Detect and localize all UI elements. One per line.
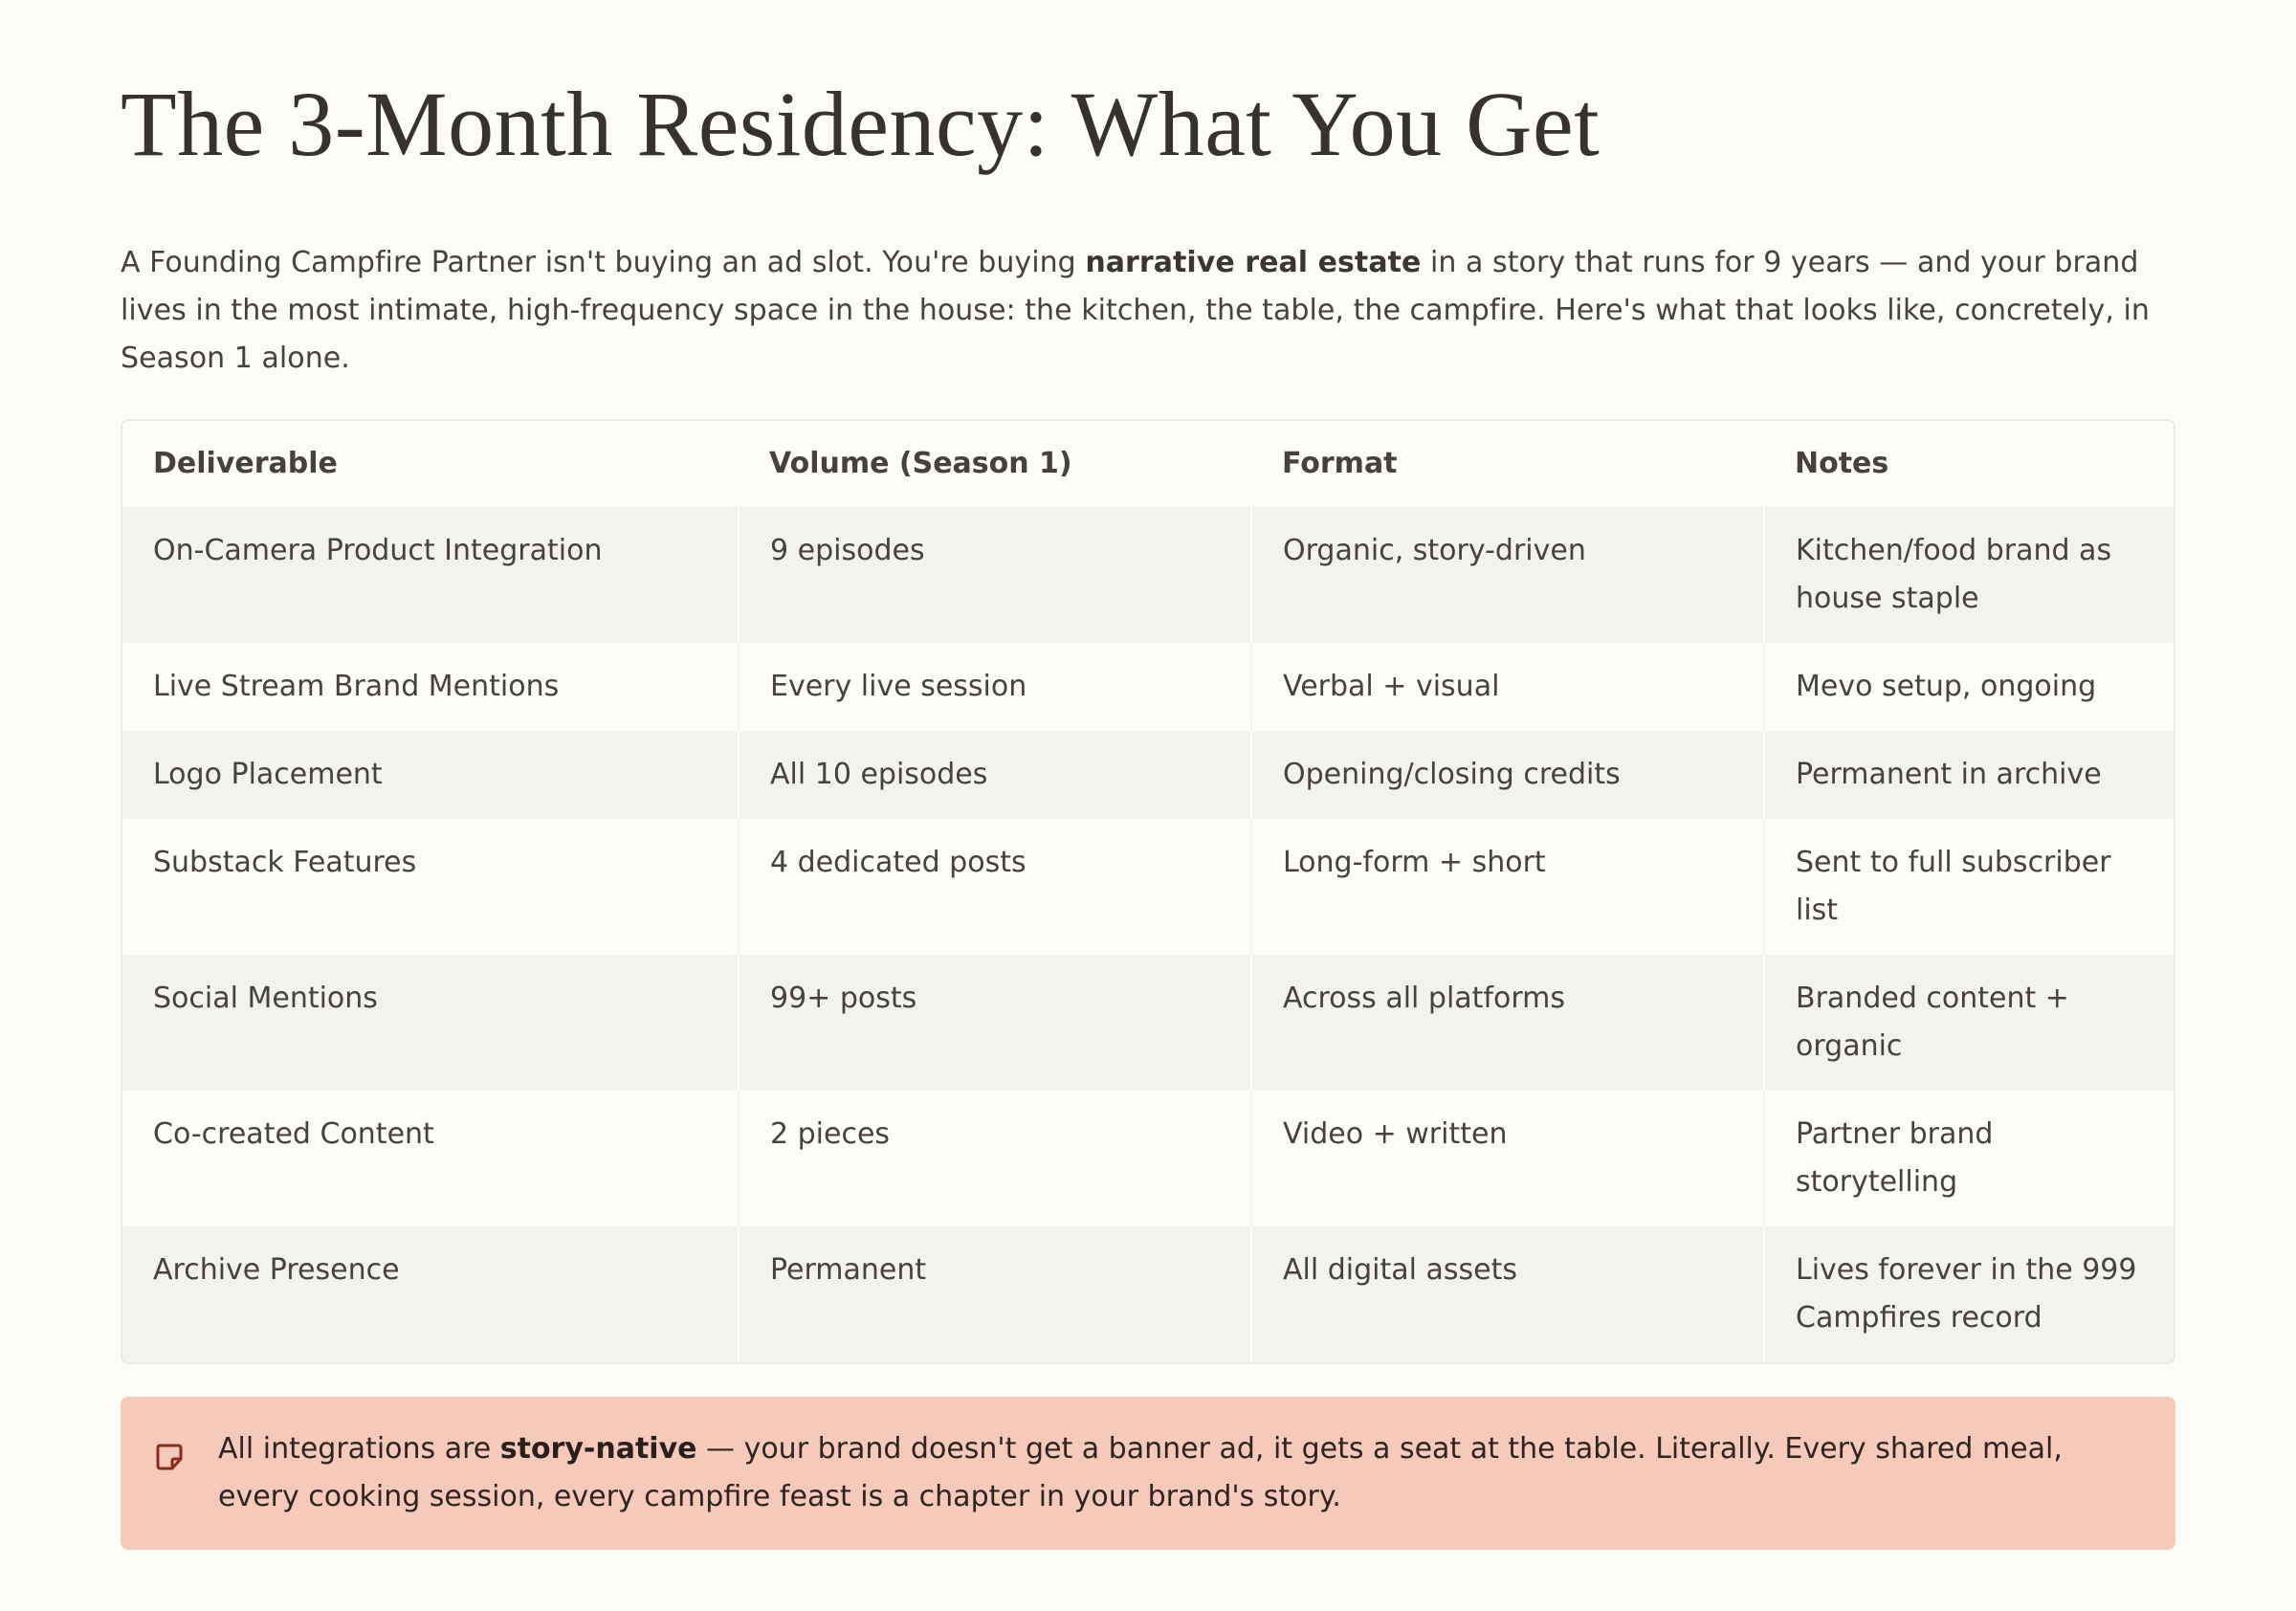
volume-cell: 9 episodes: [739, 507, 1251, 643]
deliverable-cell: Logo Placement: [122, 731, 739, 819]
column-header-deliverable: Deliverable: [122, 421, 739, 507]
deliverable-cell: Archive Presence: [122, 1226, 739, 1362]
volume-cell: 4 dedicated posts: [739, 819, 1251, 955]
table-row: [122, 731, 2174, 819]
table-row: [122, 955, 2174, 1091]
notes-cell: Mevo setup, ongoing: [1764, 643, 2174, 731]
notes-cell: Branded content + organic: [1764, 955, 2174, 1091]
column-header-format: Format: [1251, 421, 1764, 507]
intro-emphasis: narrative real estate: [1085, 246, 1422, 279]
deliverable-cell: Live Stream Brand Mentions: [122, 643, 739, 731]
format-cell: Long-form + short: [1251, 819, 1764, 955]
column-header-volume: Volume (Season 1): [739, 421, 1251, 507]
page-title: The 3-Month Residency: What You Get: [121, 73, 1601, 175]
intro-text-end: in a story that runs for 9 years — and your brand lives in the most intimate, high-frequency space in the house: the kitchen, the table, the campfire. Here's what that looks like, concretely, in Season 1 alone.: [121, 246, 2150, 375]
callout-text-start: All integrations are: [218, 1432, 500, 1466]
column-header-notes: Notes: [1764, 421, 2174, 507]
format-cell: All digital assets: [1251, 1226, 1764, 1362]
deliverable-cell: On-Camera Product Integration: [122, 507, 739, 643]
volume-cell: 99+ posts: [739, 955, 1251, 1091]
format-cell: Across all platforms: [1251, 955, 1764, 1091]
note-icon: [155, 1439, 184, 1468]
table-row: [122, 1226, 2174, 1362]
volume-cell: 2 pieces: [739, 1091, 1251, 1226]
volume-cell: Permanent: [739, 1226, 1251, 1362]
volume-cell: Every live session: [739, 643, 1251, 731]
notes-cell: Sent to full subscriber list: [1764, 819, 2174, 955]
table-header-row: [122, 421, 2174, 507]
callout-box: [121, 1397, 2175, 1550]
table-row: [122, 1091, 2174, 1226]
intro-paragraph: [121, 239, 2175, 383]
intro-text-start: A Founding Campfire Partner isn't buying an ad slot. You're buying: [121, 246, 1086, 279]
notes-cell: Permanent in archive: [1764, 731, 2174, 819]
notes-cell: Partner brand storytelling: [1764, 1091, 2174, 1226]
callout-text-end: — your brand doesn't get a banner ad, it gets a seat at the table. Literally. Every shared meal, every cooking session, every campfire feast is a chapter in your brand's story.: [218, 1432, 2063, 1513]
notes-cell: Lives forever in the 999 Campfires record: [1764, 1226, 2174, 1362]
format-cell: Opening/closing credits: [1251, 731, 1764, 819]
deliverable-cell: Co-created Content: [122, 1091, 739, 1226]
table-row: [122, 643, 2174, 731]
deliverable-cell: Substack Features: [122, 819, 739, 955]
volume-cell: All 10 episodes: [739, 731, 1251, 819]
format-cell: Organic, story-driven: [1251, 507, 1764, 643]
table-row: [122, 819, 2174, 955]
format-cell: Video + written: [1251, 1091, 1764, 1226]
deliverables-table: [121, 419, 2175, 1364]
format-cell: Verbal + visual: [1251, 643, 1764, 731]
table-row: [122, 507, 2174, 643]
callout-emphasis: story-native: [499, 1432, 697, 1466]
deliverable-cell: Social Mentions: [122, 955, 739, 1091]
notes-cell: Kitchen/food brand as house staple: [1764, 507, 2174, 643]
